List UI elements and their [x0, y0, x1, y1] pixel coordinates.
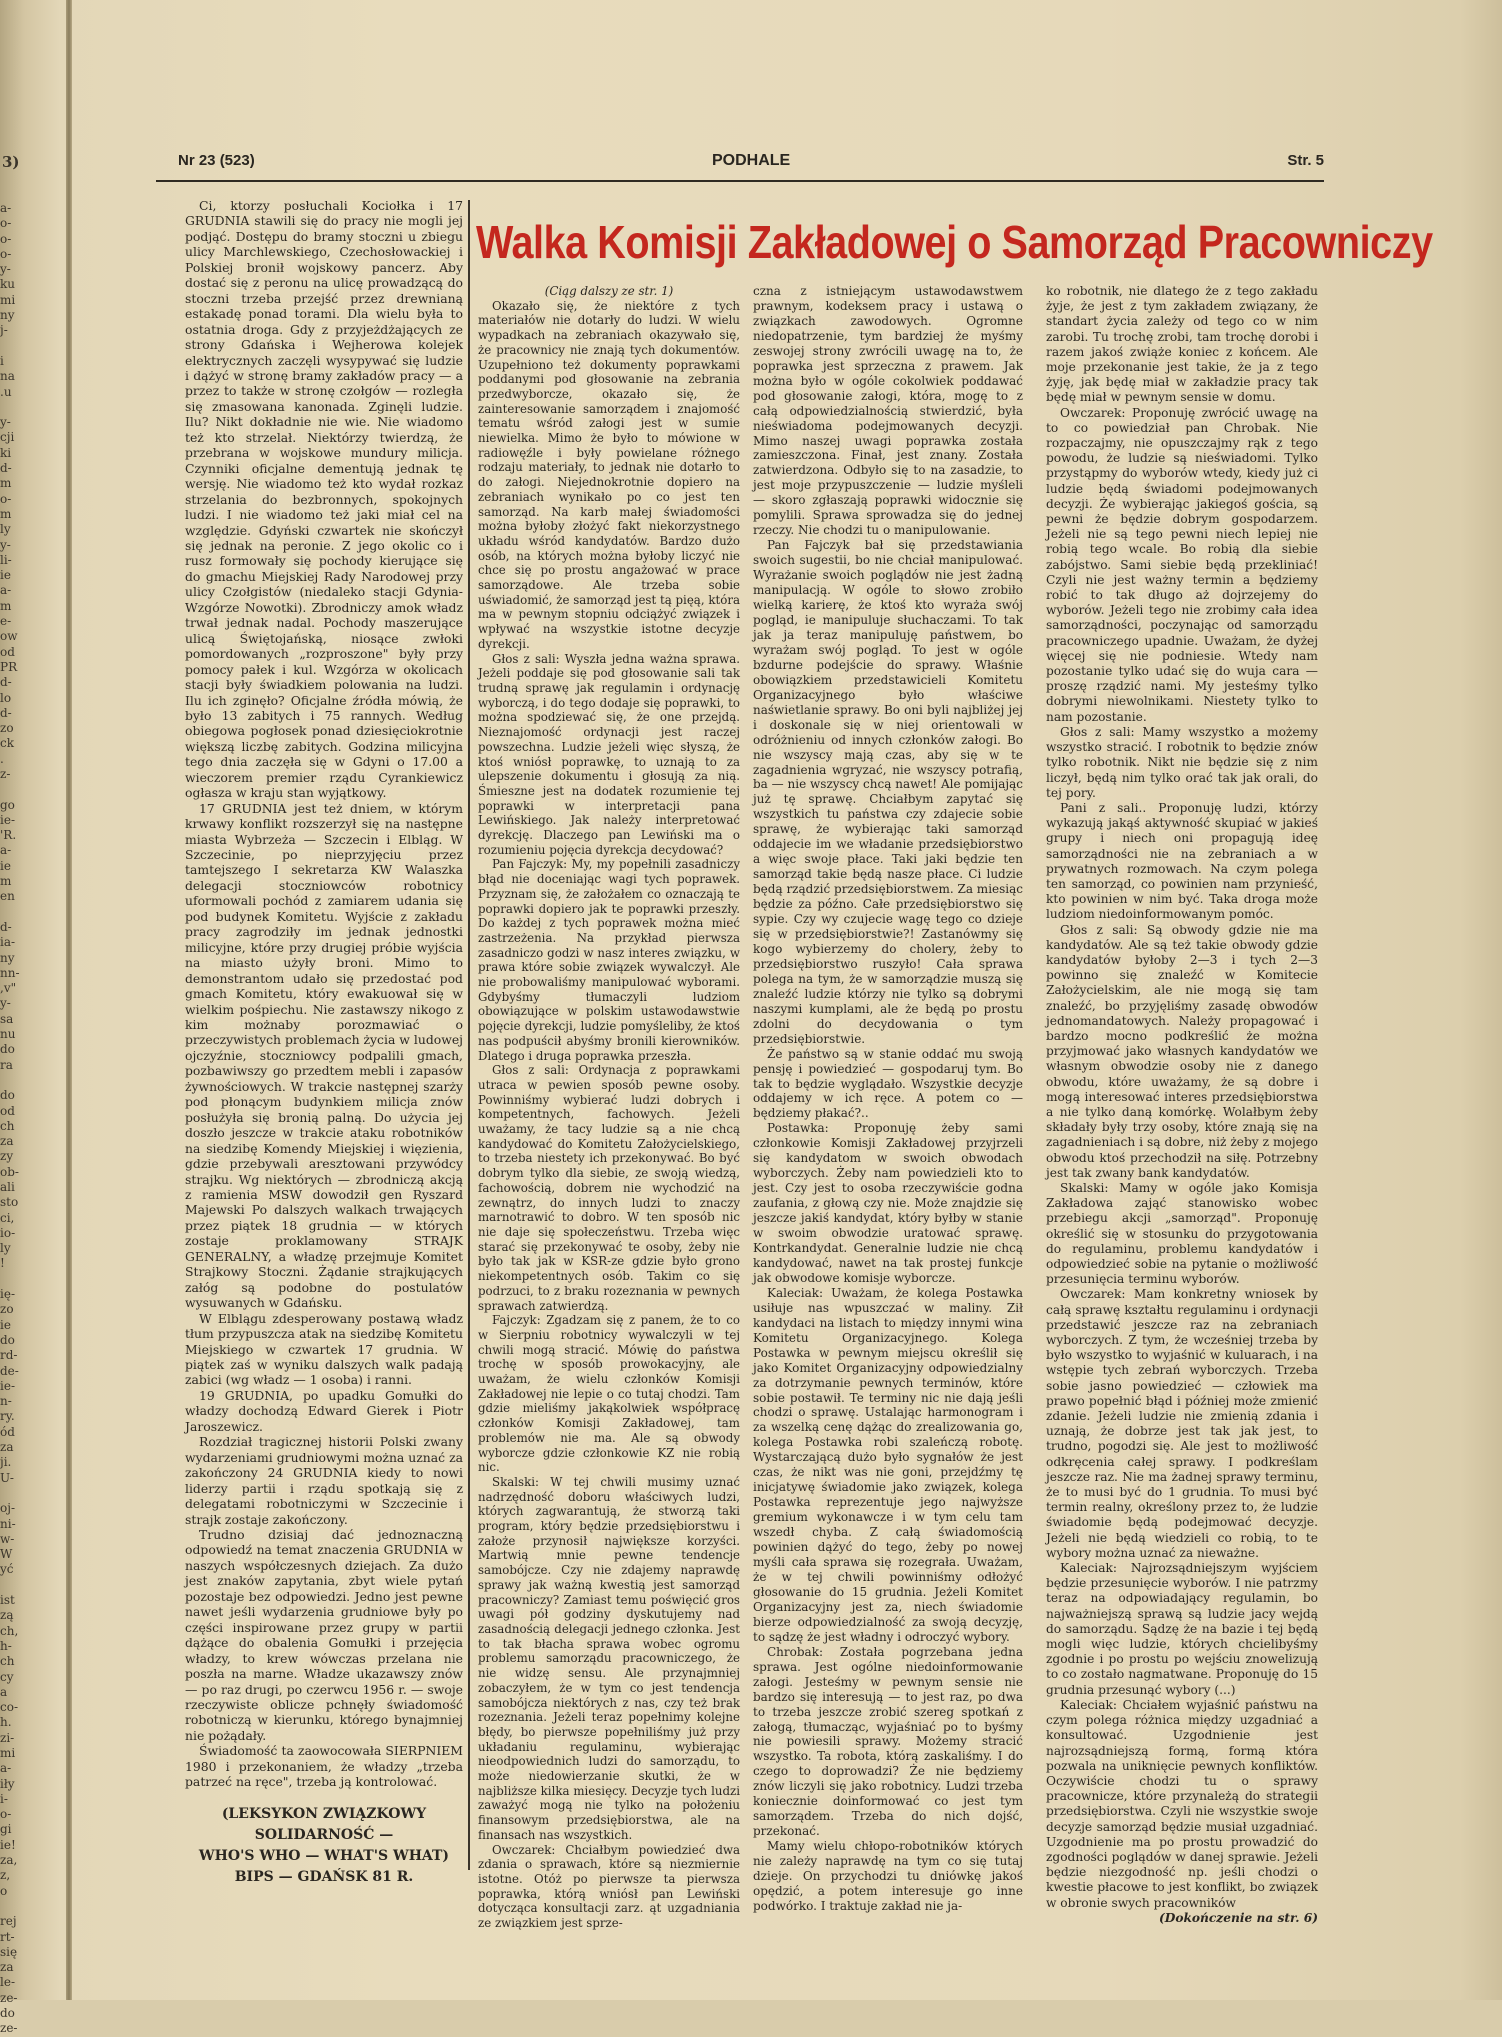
- paragraph: Kaleciak: Chciałem wyjaśnić państwu na czym polega różnica między uzgadniać a konsultować. Uzgodnienie jest najrozsądniejszą formą, formą która pozwala na uniknięcie pewnych konfliktów. Oczywiście chodzi tu o sprawy pracownicze, które przynależą do strategii przedsiębiorstwa. Czyli nie wszystkie swoje decyzje samorząd będzie musiał uzgadniać. Uzgodnienie ma po prostu prowadzić do zgodności poglądów w danej sprawie. Jeżeli będzie niezgodność np. jeśli chodzi o kwestie płacowe to jest konflikt, bo związek w obronie swych pracowników: [1046, 1697, 1318, 1910]
- signature-line: BIPS — GDAŃSK 81 R.: [234, 1868, 414, 1885]
- paragraph: Pan Fajczyk: My, my popełnili zasadniczy błąd nie doceniając wagi tych poprawek. Przyznam się, że założałem co oznaczają te poprawki dopiero jak te poprawki przeszły. Do każdej z tych poprawek można mieć zastrzeżenia. Na przykład pierwsza zasadniczo godzi w nasz interes związku, w prawa które sobie związek wywalczył. Ale nie probowaliśmy manipulować wyborami. Gdybyśmy tłumaczyli ludziom obowiązujące w polskim ustawodawstwie pojęcie dyrekcji, ludzie pomyśleliby, że ktoś nas podpuścił abyśmy bronili kierowników. Dlatego i druga poprawka przeszła.: [478, 857, 740, 1063]
- paragraph: Głos z sali: Mamy wszystko a możemy wszystko stracić. I robotnik to będzie znów tylko robotnik. Nikt nie będzie się z nim liczył, będą nim tylko orać tak jak orali, do tej pory.: [1046, 724, 1318, 800]
- previous-page-text-fragments: a- o- o- o- y- ku mi ny j- i na .u y- cji ki d- m o- m ly y- li- ie a- m e- ow od PR d- lo d- zo ck . z- go ie- 'R. a- ie m en d- ia- ny nn- ,v" y- sa nu do ra do od ch za zy ob- ali sto ci, io- ly ! ię- zo ie do rd- de- ie- n- ry. ód za ji. U- oj- ni- w- W yć ist zą ch, h- ch cy a co- h. zi- mi a- iły i- o- gi ie! za, z, o rej rt- się za le- ze- do ze-: [0, 201, 20, 2036]
- paragraph: Ci, ktorzy posłuchali Kociołka i 17 GRUDNIA stawili się do pracy nie mogli jej podjąć. Dostępu do bramy stoczni u zbiegu ulicy Marchlewskiego, Czechosłowackiej i Polskiej bronił wojskowy pancerz. Aby dostać się z peronu na ulicę prowadzącą do stoczni trzeba przejść przez drewnianą estakadę ponad torami. Dla wielu była to ostatnia droga. Gdy z przyjeżdżających ze strony Gdańska i Wejherowa kolejek elektrycznych zaczęli wysypywać się ludzie i dążyć w stronę bramy zakładów pracy — a przez to także w stronę czołgów — rozległa się zmasowana kanonada. Zginęli ludzie. Ilu? Nikt dokładnie nie wie. Nie wiadomo też kto strzelał. Niektórzy twierdzą, że przebrana w wojskowe mundury milicja. Czynniki oficjalne dementują jednak tę wersję. Nie wiadomo też kto wydał rozkaz strzelania do bezbronnych, spokojnych ludzi. I nie wiadomo też jaki miał cel na względzie. Gdyński czwartek nie skończył się jednak na peronie. Z jego okolic co i rusz formowały się pochody kierujące się do gmachu Miejskiej Rady Narodowej przy ulicy Czołgistów (niedaleko stacji Gdynia-Wzgórze Nowotki). Zbrodniczy amok władz trwał jednak nadal. Pochody maszerujące ulicą Świętojańską, niosące zwłoki pomordowanych „rozproszone" były przy pomocy pałek i kul. Wzgórza w okolicach stacji były świadkiem polowania na ludzi. Ilu ich zginęło? Oficjalne źródła mówią, że było 13 zabitych i 75 rannych. Według obiegowa pogłosek ponad dziesięciokrotnie większą liczbę zabitych. Godzina milicyjna tego dnia zaczęła się w Gdyni o 17.00 a wieczorem premier rządu Cyrankiewicz ogłasza w kraju stan wyjątkowy.: [185, 198, 463, 801]
- paragraph: Fajczyk: Zgadzam się z panem, że to co w Sierpniu robotnicy wywalczyli w tej chwili mogą stracić. Mówię do państwa trochę w sposób prowokacyjny, ale uważam, że wielu członków Komisji Zakładowej nie lepie o co tutaj chodzi. Tam gdzie mieliśmy jakąkolwiek współpracę członków Komisji Zakładowej, tam problemów nie ma. Ale są obwody wyborcze gdzie członkowie KZ nie robią nic.: [478, 1313, 740, 1475]
- paragraph: Owczarek: Chciałbym powiedzieć dwa zdania o sprawach, które są niezmiernie istotne. Otóż po pierwsze ta pierwsza poprawka, którą wniósł pan Lewiński dotycząca konsultacji zarz. ąt uzgadniania ze związkiem jest sprze-: [478, 1842, 740, 1931]
- previous-page-edge: [0, 153, 52, 2036]
- article-headline: Walka Komisji Zakładowej o Samorząd Pracowniczy: [476, 216, 1433, 268]
- page-header: [156, 148, 1324, 184]
- header-rule: [156, 180, 1324, 182]
- paragraph: W Elblągu zdesperowany postawą władz tłum przypuszcza atak na siedzibę Komitetu Miejskiego w czwartek 17 grudnia. W piątek zaś w wyniku dalszych walk padają zabici (wg władz — 1 osoba) i ranni.: [185, 1310, 463, 1388]
- paragraph: 19 GRUDNIA, po upadku Gomułki do władzy dochodzą Edward Gierek i Piotr Jaroszewicz.: [185, 1387, 463, 1434]
- paragraph: Mamy wielu chłopo-robotników których nie zależy naprawdę na tym co się tutaj dzieje. On przychodzi tu dniówkę jakoś opędzić, a potem interesuje go inne podwórko. I traktuje zakład nie ja-: [753, 1839, 1023, 1913]
- paragraph: Chrobak: Została pogrzebana jedna sprawa. Jest ogólne niedoinformowanie załogi. Jesteśmy w pewnym sensie nie bardzo się interesują — to jest raz, po dwa to trzeba jeszcze zrobić szereg spotkań z załogą, tłumacząc, wyjaśniać po to byśmy nie powiesili sprawy. Możemy stracić wszystko. Ta robota, którą zaskaliśmy. I do czego to doprowadzi? Że nie będziemy znów liczyli się jako robotnicy. Ludzi trzeba koniecznie doinformować co jest tym samorządem. Trzeba do nich dojść, przekonać.: [753, 1644, 1023, 1839]
- article-column-1: [478, 284, 740, 1931]
- signature-line: WHO'S WHO — WHAT'S WHAT): [198, 1847, 450, 1864]
- source-signature: [185, 1804, 463, 1888]
- paragraph: Głos z sali: Ordynacja z poprawkami utraca w pewien sposób pewne osoby. Powinniśmy wybierać ludzi dobrych i kompetentnych, fachowych. Jeżeli uważamy, że tacy ludzie są a nie chcą kandydować do Komitetu Założycielskiego, to trzeba niestety ich przekonywać. Bo być dobrym tylko dla siebie, ze swoją wiedzą, fachowością, dobrem nie wychodzić na zewnątrz, do innych ludzi to znaczy marnotrawić to dobro. W ten sposób nic nie daje się społeczeństwu. Trzeba więc starać się przekonywać te osoby, żeby nie było tak jak w KSR-ze gdzie było grono niekompetentnych osób. Takim co się podrzuci, to z braku rozeznania w pewnych sprawach zatwierdzą.: [478, 1063, 740, 1313]
- paragraph: ko robotnik, nie dlatego że z tego zakładu żyje, że jest z tym zakładem związany, że standart życia zależy od tego co w nim zarobi. Tu trochę zrobi, tam trochę dorobi i razem jakoś zwiąże koniec z końcem. Ale moje przekonanie jest takie, że ja z tego żyję, jak będę miał w zakładzie pracy tak będę miał w pewnym sensie w domu.: [1046, 284, 1318, 405]
- paragraph: Skalski: Mamy w ogóle jako Komisja Zakładowa zająć stanowisko wobec przebiegu akcji „samorząd". Proponuję określić się w stosunku do przygotowania do regulaminu, problemu kandydatów i odpowiedzieć sobie na pytanie o możliwość przesunięcia terminu wyborów.: [1046, 1180, 1318, 1287]
- paragraph: Głos z sali: Wyszła jedna ważna sprawa. Jeżeli poddaje się pod głosowanie sali tak trudną sprawę jak regulamin i ordynację wyborczą, i do tego dodaje się poprawki, to można spodziewać się, że one przejdą. Nieznajomość ordynacji jest raczej powszechna. Ludzie jeżeli więc słyszą, że ktoś wniósł poprawkę, to uznają to za ulepszenie dokumentu i głosują za nią. Śmieszne jest na dodatek rozumienie tej poprawki w interpretacji pana Lewińskiego. Jak należy interpretować dyrekcję. Dlaczego pan Lewiński ma o rozumieniu pojęcia dyrekcja decydować?: [478, 651, 740, 857]
- paragraph: czna z istniejącym ustawodawstwem prawnym, kodeksem pracy i ustawą o związkach zawodowych. Ogromne niedopatrzenie, tym bardziej że myśmy zeswojej strony zwrócili uwagę na to, że poprawka jest sprzeczna z prawem. Jak można było w ogóle cokolwiek poddawać pod głosowanie załogi, która, mogę to z całą odpowiedzialnością stwierdzić, była nieświadoma podejmowanych decyzji. Mimo naszej uwagi poprawka została zamieszczona. Finał, jest znany. Została zatwierdzona. Odbyło się to na zasadzie, to jest moje przypuszczenie — ludzie myśleli — skoro zgłaszają poprawki widocznie się pomylili. Sprawa sprowadza się do jednej rzeczy. Nie chodzi tu o manipulowanie.: [753, 284, 1023, 538]
- article-column-2: [753, 284, 1023, 1914]
- article-byline: (Ciąg dalszy ze str. 1): [544, 284, 674, 298]
- paragraph: Kaleciak: Uważam, że kolega Postawka usiłuje nas wpuszczać w maliny. Ził kandydaci na listach to między innymi wina Komitetu Organizacyjnego. Kolega Postawka w pewnym miejscu określił się jako Komitet Organizacyjny odpowiedzialny za dotrzymanie pewnych terminów, które sobie postawił. Te terminy nic nie dają jeśli chodzi o sprawę. Ustalając harmonogram i za wszelką cenę dążąc do zrealizowania go, kolega Postawka robi szaleńczą robotę. Wystarczającą dużo było sygnałów że jest czas, że nikt was nie goni, przejdźmy tę inicjatywę świadomie jako związek, kolega Postawka reprezentuje jego najwyższe gremium wykonawcze i w tym celu tam wszedł chyba. Z całą świadomością powinien dążyć do tego, żeby po nowej myśli cała sprawa się rozegrała. Uważam, że w tej chwili powinniśmy odłożyć głosowanie do 15 grudnia. Jeżeli Komitet Organizacyjny jest za, niech świadomie bierze odpowiedzialność za swoją decyzję, to sądzę że jest władny i odroczyć wybory.: [753, 1285, 1023, 1644]
- page-number: Str. 5: [1287, 152, 1324, 169]
- column-divider: [468, 200, 470, 1870]
- paragraph: Pani z sali.. Proponuję ludzi, którzy wykazują jakąś aktywność skupiać w jakieś grupy i niech oni propagują ideę samorządności nie na zebraniach a w prywatnych rozmowach. Na czym polega ten samorząd, co powinien nam przynieść, kto powinien w nim być. Taka droga może ludziom niedoinformowanym pomóc.: [1046, 800, 1318, 922]
- signature-line: (LEKSYKON ZWIĄZKOWY: [221, 1805, 427, 1822]
- paragraph: Kaleciak: Najrozsądniejszym wyjściem będzie przesunięcie wyborów. I nie patrzmy teraz na odpowiadający regulamin, bo najważniejszą sprawą są ludzie jacy wejdą do samorządu. Sądzę że na bazie i tej będą mogli więc ludzie, których chcielibyśmy zgodnie i po prostu po wejściu znowelizują to co zostało nagmatwane. Proponuję do 15 grudnia przesunąć wybory (...): [1046, 1561, 1318, 1697]
- paragraph: Postawka: Proponuję żeby sami członkowie Komisji Zakładowej przyjrzeli się kandydatom w swoich obwodach wyborczych. Żeby nam powiedzieli kto to jest. Czy jest to osoba rzeczywiście godna zaufania, z głową czy nie. Może znajdzie się jeszcze jakiś kandydat, który byłby w stanie w swoim obwodzie uratować sprawę. Kontrkandydat. Generalnie ludzie nie chcą kandydować, nawet na tak prostej funkcje jak obwodowe komisje wyborcze.: [753, 1121, 1023, 1285]
- paragraph: Świadomość ta zaowocowała SIERPNIEM 1980 i przekonaniem, że władzy „trzeba patrzeć na ręce", trzeba ją kontrolować.: [185, 1743, 463, 1790]
- page-gutter: [66, 0, 72, 2000]
- paragraph: Że państwo są w stanie oddać mu swoją pensję i powiedzieć — gospodaruj tym. Bo tak to będzie wyglądało. Wszystkie decyzje oddajemy w ich ręce. A potem co — będziemy płakać?..: [753, 1046, 1023, 1121]
- paragraph: Owczarek: Proponuję zwrócić uwagę na to co powiedział pan Chrobak. Nie rozpaczajmy, nie opuszczajmy rąk z tego powodu, że ludzie są nieświadomi. Tylko przystąpmy do wyborów wtedy, kiedy już ci ludzie będą świadomi podejmowanych decyzji. Że wybierając jakiegoś gościa, są pewni że będzie dobrym gospodarzem. Jeżeli nie są tego pewni niech lepiej nie robią tego wcale. Bo robią dla siebie zabójstwo. Sami siebie będą przekliniać! Czyli nie jest ważny termin a będziemy robić to tak długo aż dojrzejemy do wyborów. Jeżeli tego nie zrobimy cała idea samorządności, poczynając od samorządu pracowniczego upadnie. Uważam, że dyżej więcej się nie podniesie. Wtedy nam pozostanie tylko udać się do wuja cara — proszę rządzić nami. My jesteśmy tylko dobrymi niewolnikami. Niestety tylko to nam pozostanie.: [1046, 405, 1318, 724]
- paragraph: Pan Fajczyk bał się przedstawiania swoich sugestii, bo nie chciał manipulować. Wyrażanie swoich poglądów nie jest żadną manipulacją. W ogóle to słowo zrobiło wielką karierę, że ktoś kto wyraża swój pogląd, ie manipuluje słuchaczami. To tak jak ja teraz manipuluję państwem, bo wyrażam swój pogląd. To jest w ogóle bzdurne podejście do sprawy. Właśnie obowiązkiem przedstawicieli Komitetu Organizacyjnego było właściwe naświetlanie sprawy. Bo oni byli najbliżej jej i doskonale się w niej orientowali w odróżnieniu od innych członków załogi. Bo nie wszyscy mają czas, aby się w te zagadnienia wgryzać, nie wszyscy potrafią, ba — nie wszyscy chcą nawet! Ale pomijając już tę sprawę. Chciałbym zapytać się wszystkich tu państwa czy zdajecie sobie sprawę, że wybierając taki samorząd oddajecie im we władanie przedsiębiorstwo a więc swoje płace. Taki jaki będzie ten samorząd takie będą nasze płace. Ci ludzie będą rządzić przedsiębiorstwem. Za miesiąc będzie za późno. Całe przedsiębiorstwo się sypie. Czy wy czujecie wagę tego co dzieje się w przedsiębiorstwie?! Zastanówmy się kogo wybierzemy do cholery, żeby to przedsiębiorstwo ruszyło! Cała sprawa polega na tym, że w samorządzie muszą się znaleźć ludzie którzy nie tylko są dobrymi naszymi kumplami, ale że będą po prostu zdolni do decydowania o tym przedsiębiorstwie.: [753, 538, 1023, 1046]
- paragraph: Owczarek: Mam konkretny wniosek by całą sprawę kształtu regulaminu i ordynacji przedstawić jeszcze raz na zebraniach wyborczych. Z tym, że wcześniej trzeba by było wszystko to wyjaśnić w kuluarach, i na wstępie tych zebrań wyborczych. Trzeba sobie jasno powiedzieć — człowiek ma prawo popełnić błąd i później może zmienić zdanie. Jeżeli ludzie nie zmienią zdania i uznają, że dobrze jest tak jak jest, to trudno, pogodzi się. Ale jest to możliwość odkręcenia całej sprawy. I podkreślam jeszcze raz. Nie ma żadnej sprawy terminu, że to musi być do 1 grudnia. To musi być termin realny, określony przez to, że ludzie świadomie będą podejmować decyzje. Jeżeli nie będą wiedzieli co robią, to te wybory można uznać za nieważne.: [1046, 1287, 1318, 1560]
- paragraph: Okazało się, że niektóre z tych materiałów nie dotarły do ludzi. W wielu wypadkach na zebraniach okazywało się, że pracownicy nie znają tych dokumentów. Uzupełniono też dokumenty poprawkami poddanymi pod głosowanie na zebrania przedwyborcze, okazało się, że zainteresowanie samorządem i znajomość tematu wśród załogi jest w sumie niewielka. Mimo że było to mówione w radiowęźle i były powielane różnego rodzaju materiały, to jednak nie dotarło to do załogi. Niejednokrotnie dopiero na zebraniach wynikało po co jest ten samorząd. Na karb małej świadomości można byłoby złożyć fakt niekorzystnego układu wśród kandydatów. Bardzo dużo osób, na których można byłoby liczyć nie chce się po prostu angażować w prace samorządowe. Ale trzeba sobie uświadomić, że samorząd jest tą pięą, która ma w pewnym stopniu odciążyć związek i wpływać na wszystkie istotne decyzje dyrekcji.: [478, 298, 740, 651]
- continued-note: (Dokończenie na str. 6): [1158, 1910, 1318, 1925]
- previous-page-number: 3): [2, 153, 20, 171]
- issue-number: Nr 23 (523): [178, 152, 255, 169]
- signature-line: SOLIDARNOŚĆ —: [254, 1826, 394, 1843]
- paragraph: Trudno dzisiaj dać jednoznaczną odpowiedź na temat znaczenia GRUDNIA w naszych współczesnych dziejach. Za dużo jest znaków zapytania, zbyt wiele pytań pozostaje bez odpowiedzi. Jedno jest pewne nawet jeśli wydarzenia grudniowe były po części inspirowane przez grupy w partii dążące do obalenia Gomułki i przejęcia władzy, to krew wówczas przelana nie poszła na marne. Władze ukazawszy znów — po raz drugi, po czerwcu 1956 r. — swoje rzeczywiste oblicze pchnęły świadomość robotniczą w kierunku, którego bynajmniej nie pożądały.: [185, 1526, 463, 1743]
- article-column-3: [1046, 284, 1318, 1926]
- paragraph: Głos z sali: Są obwody gdzie nie ma kandydatów. Ale są też takie obwody gdzie kandydatów byłoby 2—3 i tych 2—3 powinno się znaleźć w Komitecie Założycielskim, ale nie mogą się tam znaleźć, bo przyjęliśmy zasadę obwodów jednomandatowych. Należy propagować i bardzo mocno podkreślić że można przyjmować jako własnych kandydatów we własnym obwodzie osoby nie z danego obwodu, które uważamy, że są dobre i mogą interesować interes przedsiębiorstwa a nie tylko daną komórkę. Wolałbym żeby składały były trzy osoby, które znają się na zagadnieniach i są dobre, niż żeby z mojego obwodu ktoś przechodził na siłę. Potrzebny jest tak zwany bank kandydatów.: [1046, 922, 1318, 1180]
- column-grudzien: [185, 198, 463, 1888]
- paragraph: Skalski: W tej chwili musimy uznać nadrzędność doboru właściwych ludzi, których zagwarantują, że stworzą taki program, który będzie przedsiębiorstwu i założe przynosił największe korzyści. Martwią mnie pewne tendencje samobójcze. Czy nie zdajemy naprawdę sprawy jak ważną kwestią jest samorząd pracowniczy? Zamiast temu poświęcić gros uwagi pół godziny dyskutujemy nad zasadnością delegacji jednego członka. Jest to tak błacha sprawa wobec ogromu problemu samorządu pracowniczego, że nie widzę sensu. Ale przynajmniej zobaczyłem, że w tym co jest tendencja samobójcza niektórych z nas, czy też brak rozeznania. Jeżeli teraz popełnimy kolejne błędy, bo pierwsze popełniliśmy już przy układaniu regulaminu, wybierając nieodpowiednich ludzi do samorządu, to może niedowierzanie skutki, że w najbliższe kilka miesięcy. Decyzje tych ludzi zaważyć mogą nie tylko na położeniu finansowym przedsiębiorstwa, ale na finansach nas wszystkich.: [478, 1474, 740, 1842]
- paragraph: 17 GRUDNIA jest też dniem, w którym krwawy konflikt rozszerzył się na następne miasta Wybrzeża — Szczecin i Elbląg. W Szczecinie, po nieprzyjęciu przez tamtejszego I sekretarza KW Walaszka delegacji stoczniowców robotnicy uformowali pochód z zamiarem udania się pod budynek Komitetu. Wyjście z zakładu pracy zagrodziły im jednak jednostki milicyjne, które przy drugiej próbie wyjścia na miasto użyły broni. Mimo to demonstrantom udało się przedostać pod gmach Komitetu, który ewakuował się w wielkim pośpiechu. Nie zastawszy nikogo z kim możnaby porozmawiać o przeczywistych problemach życia w ludowej ojczyźnie, stoczniowcy podpalili gmach, pozbawiwszy go przedtem mebli i zapasów żywnościowych. W trakcie następnej szarży pod płonącym budynkiem milicja znów posłużyła się bronią palną. Do użycia jej doszło jeszcze w trakcie ataku robotników na siedzibę Komendy Miejskiej i więzienia, gdzie przebywali aresztowani przywódcy strajku. Wg niektórych — zbrodniczą akcją z ramienia MSW dowodził gen Ryszard Majewski Po dalszych walkach trwających przez piątek 18 grudnia — w których zostaje proklamowany STRAJK GENERALNY, a władzę przejmuje Komitet Strajkowy Stoczni. Żądanie strajkujących załóg są podobne do postulatów wysuwanych w Gdańsku.: [185, 800, 463, 1311]
- paragraph: Rozdział tragicznej historii Polski zwany wydarzeniami grudniowymi można uznać za zakończony 24 GRUDNIA kiedy to nowi liderzy partii i rządu spotkają się z delegatami robotniczymi w Szczecinie i strajk zostaje zakończony.: [185, 1434, 463, 1527]
- newspaper-name: PODHALE: [712, 152, 791, 169]
